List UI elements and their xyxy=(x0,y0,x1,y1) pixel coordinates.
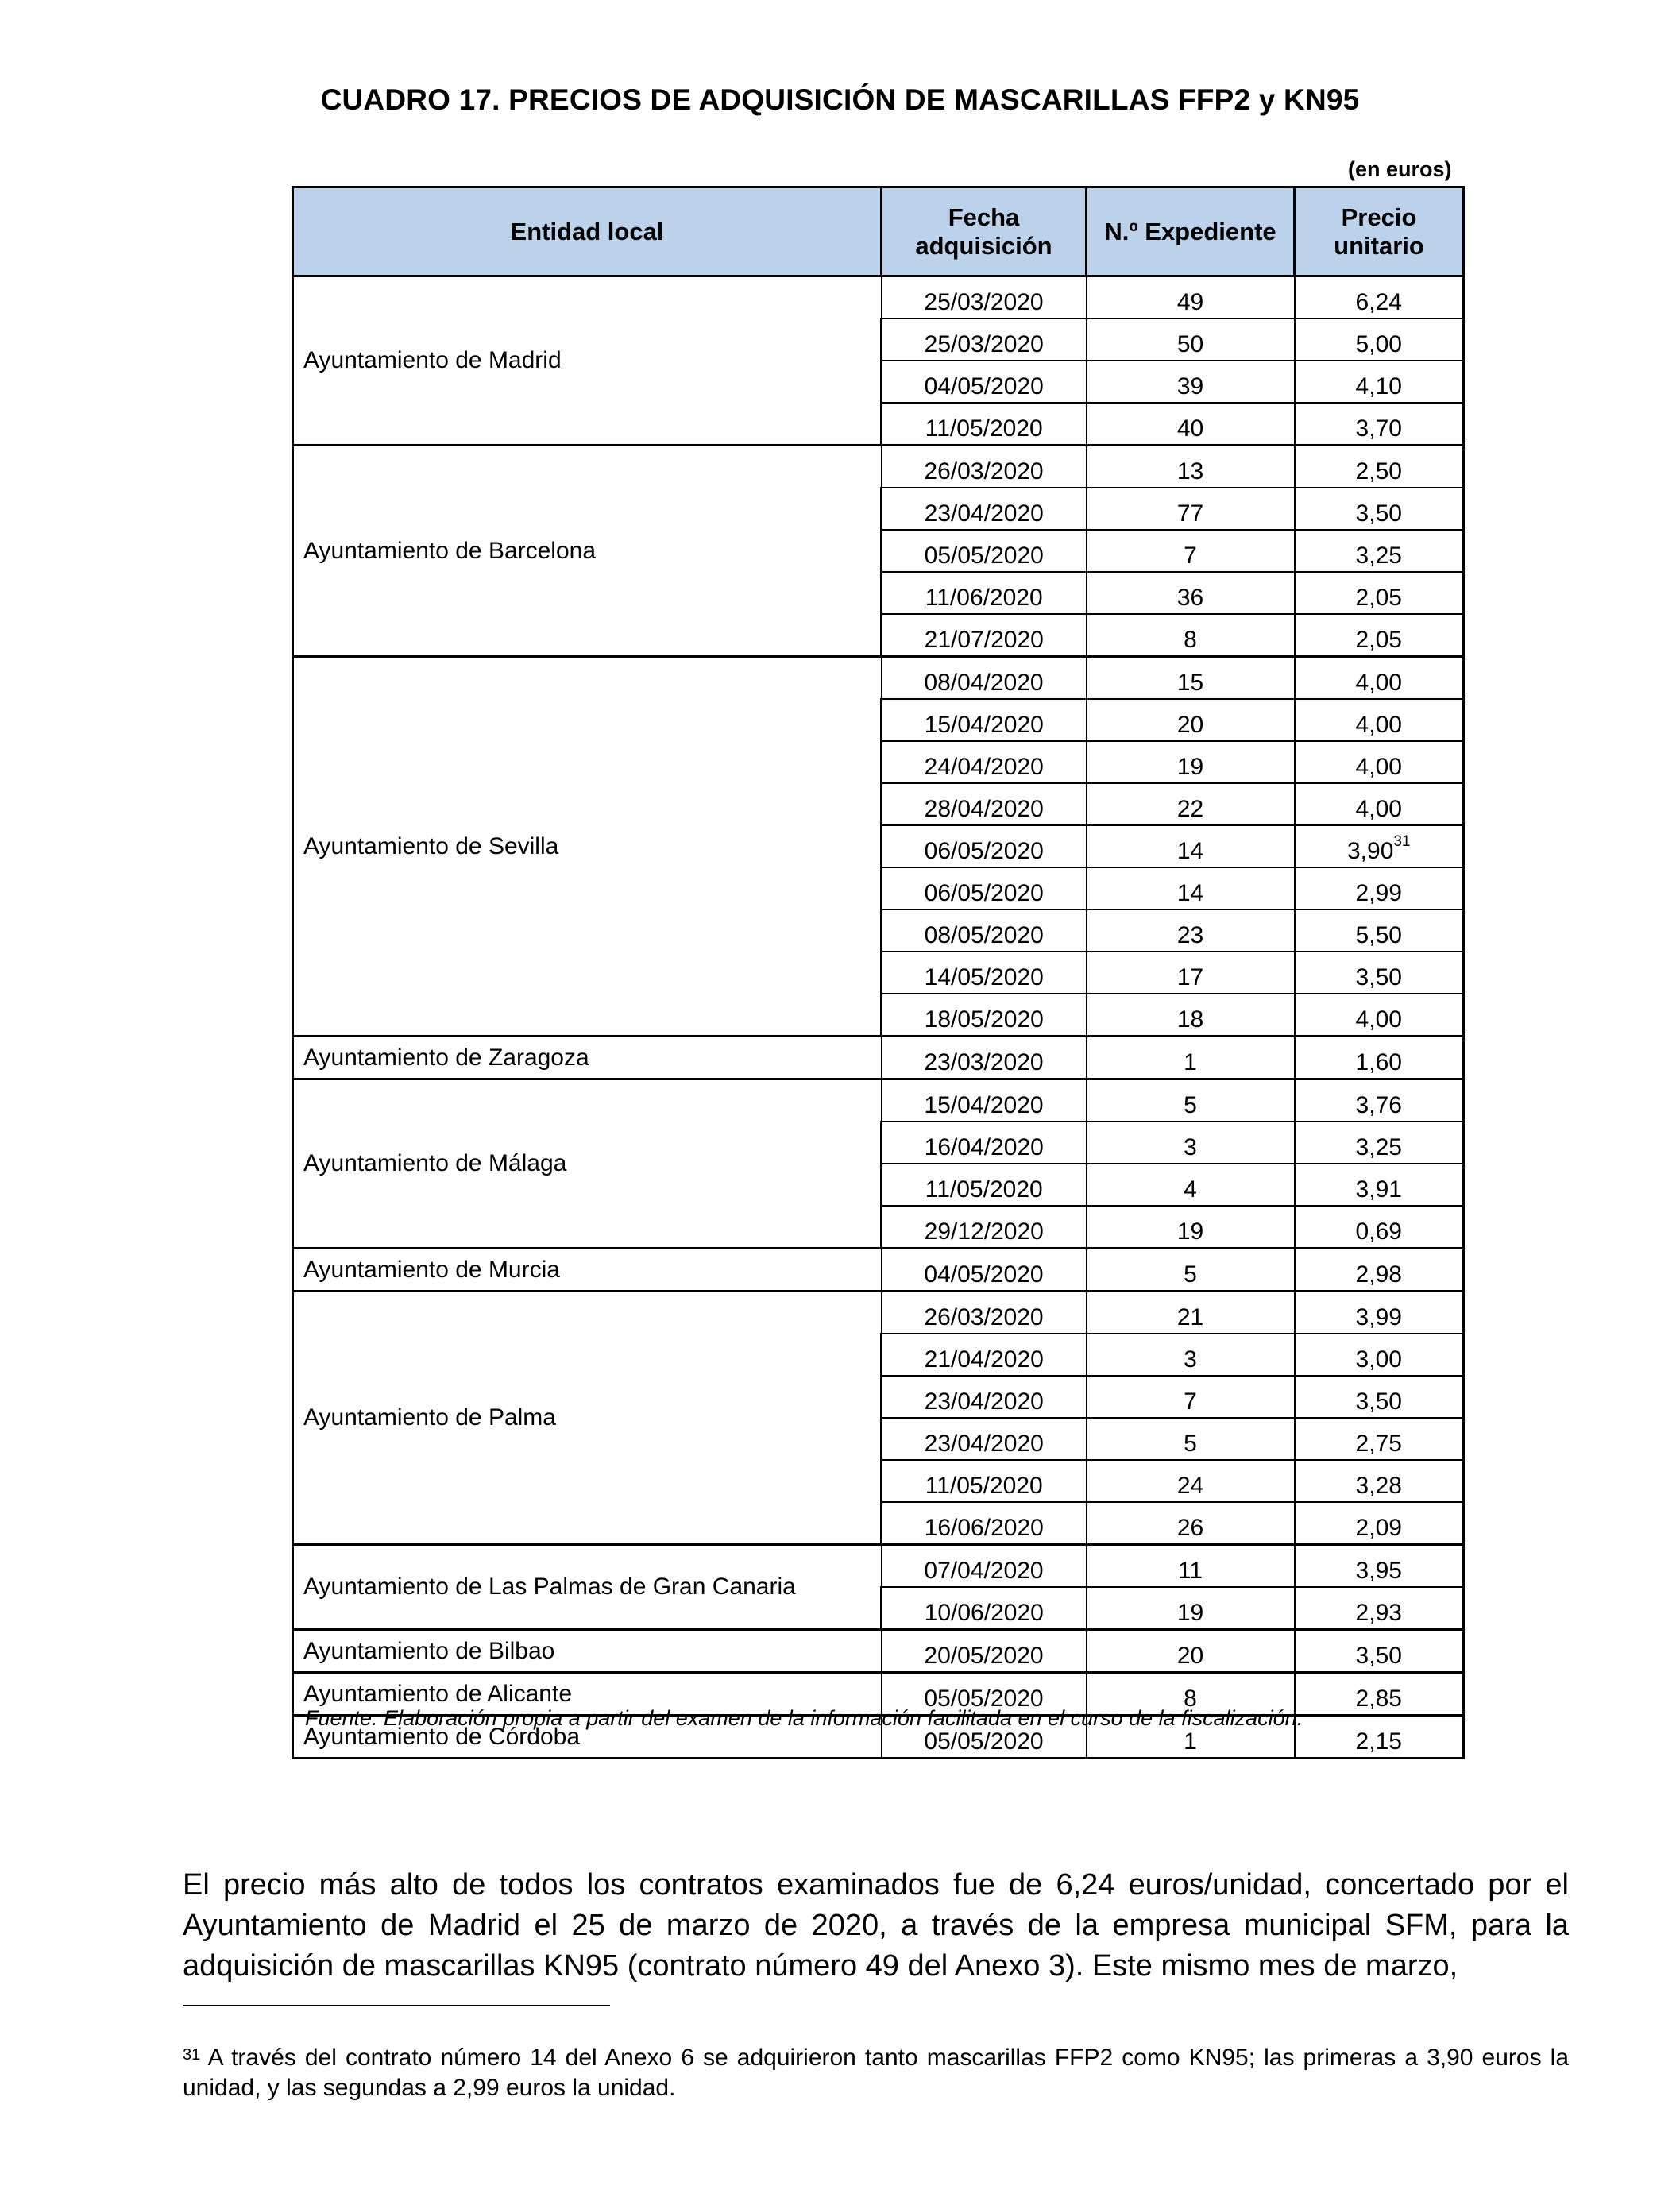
file-cell: 15 xyxy=(1087,657,1295,700)
entity-cell: Ayuntamiento de Córdoba xyxy=(293,1716,882,1759)
date-cell: 20/05/2020 xyxy=(882,1630,1087,1673)
header-price-label: Precio unitario xyxy=(1334,203,1424,260)
entity-cell: Ayuntamiento de Zaragoza xyxy=(293,1037,882,1079)
date-cell: 29/12/2020 xyxy=(882,1206,1087,1249)
price-cell: 4,00 xyxy=(1295,783,1464,825)
price-value: 3,90 xyxy=(1346,838,1394,864)
table-row xyxy=(293,1249,1464,1292)
file-cell: 26 xyxy=(1087,1502,1295,1545)
date-cell: 16/04/2020 xyxy=(882,1122,1087,1164)
entity-cell: Ayuntamiento de Murcia xyxy=(293,1249,882,1292)
units-note: (en euros) xyxy=(1348,157,1452,181)
price-cell: 3,00 xyxy=(1295,1334,1464,1376)
price-cell xyxy=(1295,825,1464,867)
file-cell: 5 xyxy=(1087,1079,1295,1122)
date-cell: 16/06/2020 xyxy=(882,1502,1087,1545)
price-cell: 3,70 xyxy=(1295,403,1464,446)
body-paragraph: El precio más alto de todos los contratos examinados fue de 6,24 euros/unidad, concertado por el Ayuntamiento de Madrid el 25 de marzo de 2020, a través de la empresa municipal SFM, para la adquisición de mascarillas KN95 (contrato número 49 del Anexo 3). Este mismo mes de marzo, xyxy=(183,1868,1569,1983)
file-cell: 17 xyxy=(1087,952,1295,994)
file-cell: 14 xyxy=(1087,867,1295,909)
file-cell: 8 xyxy=(1087,614,1295,657)
price-cell: 2,50 xyxy=(1295,446,1464,488)
file-cell: 18 xyxy=(1087,994,1295,1037)
price-cell: 3,50 xyxy=(1295,1376,1464,1418)
price-cell: 2,09 xyxy=(1295,1502,1464,1545)
header-date xyxy=(882,187,1087,276)
file-cell: 21 xyxy=(1087,1292,1295,1334)
date-cell: 08/04/2020 xyxy=(882,657,1087,700)
date-cell: 11/05/2020 xyxy=(882,1460,1087,1502)
file-cell: 24 xyxy=(1087,1460,1295,1502)
entity-cell: Ayuntamiento de Madrid xyxy=(293,276,882,446)
file-cell: 23 xyxy=(1087,909,1295,952)
header-price xyxy=(1295,187,1464,276)
price-cell: 3,76 xyxy=(1295,1079,1464,1122)
footnote-divider xyxy=(183,2005,610,2006)
header-entity: Entidad local xyxy=(293,187,882,276)
date-cell: 24/04/2020 xyxy=(882,741,1087,783)
date-cell: 15/04/2020 xyxy=(882,1079,1087,1122)
date-cell: 25/03/2020 xyxy=(882,276,1087,319)
price-cell: 4,10 xyxy=(1295,361,1464,403)
header-date-label: Fecha adquisición xyxy=(915,203,1052,260)
date-cell: 05/05/2020 xyxy=(882,1716,1087,1759)
file-cell: 3 xyxy=(1087,1334,1295,1376)
date-cell: 21/07/2020 xyxy=(882,614,1087,657)
price-cell: 3,50 xyxy=(1295,488,1464,530)
date-cell: 07/04/2020 xyxy=(882,1545,1087,1588)
date-cell: 21/04/2020 xyxy=(882,1334,1087,1376)
table-row xyxy=(293,1292,1464,1334)
date-cell: 04/05/2020 xyxy=(882,1249,1087,1292)
footnote xyxy=(183,2043,1569,2103)
date-cell: 04/05/2020 xyxy=(882,361,1087,403)
file-cell: 7 xyxy=(1087,530,1295,572)
date-cell: 11/05/2020 xyxy=(882,1164,1087,1206)
date-cell: 23/04/2020 xyxy=(882,488,1087,530)
date-cell: 14/05/2020 xyxy=(882,952,1087,994)
footnote-ref: 31 xyxy=(1393,833,1411,850)
file-cell: 50 xyxy=(1087,319,1295,361)
price-cell: 3,91 xyxy=(1295,1164,1464,1206)
file-cell: 7 xyxy=(1087,1376,1295,1418)
entity-cell: Ayuntamiento de Bilbao xyxy=(293,1630,882,1673)
file-cell: 11 xyxy=(1087,1545,1295,1588)
date-cell: 15/04/2020 xyxy=(882,699,1087,741)
entity-cell: Ayuntamiento de Málaga xyxy=(293,1079,882,1249)
table-row xyxy=(293,276,1464,319)
price-cell: 2,93 xyxy=(1295,1587,1464,1630)
table-body xyxy=(293,276,1464,1759)
date-cell: 23/03/2020 xyxy=(882,1037,1087,1079)
file-cell: 4 xyxy=(1087,1164,1295,1206)
file-cell: 49 xyxy=(1087,276,1295,319)
table-title: CUADRO 17. PRECIOS DE ADQUISICIÓN DE MASCARILLAS FFP2 y KN95 xyxy=(320,83,1360,116)
footnote-mark: 31 xyxy=(183,2046,201,2064)
table-row xyxy=(293,1630,1464,1673)
price-cell: 0,69 xyxy=(1295,1206,1464,1249)
table-row xyxy=(293,1545,1464,1588)
header-file: N.º Expediente xyxy=(1087,187,1295,276)
price-cell: 6,24 xyxy=(1295,276,1464,319)
file-cell: 3 xyxy=(1087,1122,1295,1164)
footnote-text: A través del contrato número 14 del Anexo 6 se adquirieron tanto mascarillas FFP2 como KN95; las primeras a 3,90 euros la unidad, y las segundas a 2,99 euros la unidad. xyxy=(183,2045,1569,2101)
table-row xyxy=(293,1079,1464,1122)
file-cell: 40 xyxy=(1087,403,1295,446)
date-cell: 11/05/2020 xyxy=(882,403,1087,446)
file-cell: 1 xyxy=(1087,1037,1295,1079)
entity-cell: Ayuntamiento de Palma xyxy=(293,1292,882,1545)
table-row xyxy=(293,657,1464,700)
price-cell: 4,00 xyxy=(1295,741,1464,783)
file-cell: 8 xyxy=(1087,1673,1295,1716)
file-cell: 5 xyxy=(1087,1249,1295,1292)
price-cell: 3,25 xyxy=(1295,530,1464,572)
file-cell: 5 xyxy=(1087,1418,1295,1460)
date-cell: 26/03/2020 xyxy=(882,446,1087,488)
entity-cell: Ayuntamiento de Las Palmas de Gran Canaria xyxy=(293,1545,882,1630)
date-cell: 11/06/2020 xyxy=(882,572,1087,614)
file-cell: 77 xyxy=(1087,488,1295,530)
price-cell: 4,00 xyxy=(1295,994,1464,1037)
price-cell: 2,98 xyxy=(1295,1249,1464,1292)
price-cell: 2,05 xyxy=(1295,614,1464,657)
file-cell: 19 xyxy=(1087,1587,1295,1630)
entity-cell: Ayuntamiento de Sevilla xyxy=(293,657,882,1037)
price-cell: 4,00 xyxy=(1295,657,1464,700)
file-cell: 19 xyxy=(1087,1206,1295,1249)
date-cell: 05/05/2020 xyxy=(882,530,1087,572)
price-cell: 2,85 xyxy=(1295,1673,1464,1716)
file-cell: 20 xyxy=(1087,1630,1295,1673)
entity-cell: Ayuntamiento de Alicante xyxy=(293,1673,882,1716)
price-cell: 1,60 xyxy=(1295,1037,1464,1079)
date-cell: 23/04/2020 xyxy=(882,1376,1087,1418)
price-cell: 5,00 xyxy=(1295,319,1464,361)
date-cell: 10/06/2020 xyxy=(882,1587,1087,1630)
file-cell: 13 xyxy=(1087,446,1295,488)
file-cell: 36 xyxy=(1087,572,1295,614)
file-cell: 19 xyxy=(1087,741,1295,783)
date-cell: 26/03/2020 xyxy=(882,1292,1087,1334)
price-cell: 3,99 xyxy=(1295,1292,1464,1334)
date-cell: 06/05/2020 xyxy=(882,867,1087,909)
price-cell: 3,95 xyxy=(1295,1545,1464,1588)
file-cell: 1 xyxy=(1087,1716,1295,1759)
file-cell: 22 xyxy=(1087,783,1295,825)
date-cell: 18/05/2020 xyxy=(882,994,1087,1037)
price-cell: 5,50 xyxy=(1295,909,1464,952)
file-cell: 39 xyxy=(1087,361,1295,403)
date-cell: 25/03/2020 xyxy=(882,319,1087,361)
price-cell: 4,00 xyxy=(1295,699,1464,741)
table-header-row xyxy=(293,187,1464,276)
file-cell: 14 xyxy=(1087,825,1295,867)
source-note: Fuente: Elaboración propia a partir del examen de la información facilitada en el curso de la fiscalización. xyxy=(305,1706,1303,1730)
table-row xyxy=(293,1037,1464,1079)
price-cell: 2,99 xyxy=(1295,867,1464,909)
table-row xyxy=(293,446,1464,488)
date-cell: 28/04/2020 xyxy=(882,783,1087,825)
date-cell: 05/05/2020 xyxy=(882,1673,1087,1716)
price-cell: 3,50 xyxy=(1295,1630,1464,1673)
price-cell: 2,05 xyxy=(1295,572,1464,614)
price-cell: 2,75 xyxy=(1295,1418,1464,1460)
file-cell: 20 xyxy=(1087,699,1295,741)
prices-table xyxy=(292,186,1465,1759)
date-cell: 08/05/2020 xyxy=(882,909,1087,952)
price-cell: 3,28 xyxy=(1295,1460,1464,1502)
date-cell: 06/05/2020 xyxy=(882,825,1087,867)
price-cell: 3,25 xyxy=(1295,1122,1464,1164)
price-cell: 2,15 xyxy=(1295,1716,1464,1759)
date-cell: 23/04/2020 xyxy=(882,1418,1087,1460)
price-cell: 3,50 xyxy=(1295,952,1464,994)
entity-cell: Ayuntamiento de Barcelona xyxy=(293,446,882,657)
